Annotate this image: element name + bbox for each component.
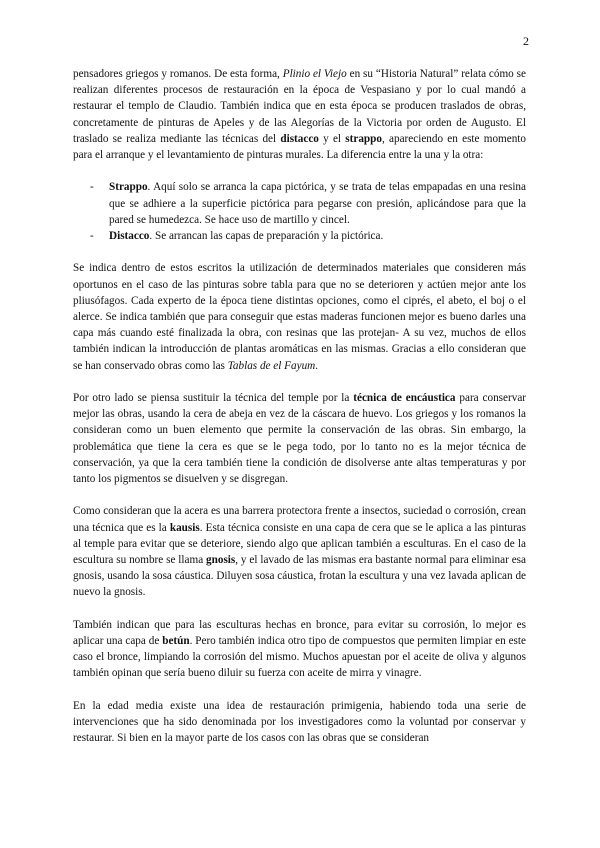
- paragraph-2: Se indica dentro de estos escritos la utilización de determinados materiales que consideren más oportunos en el caso de las pinturas sobre tabla para que no se deterioren y actúen mejor ante los pliusófagos. Cada experto de la época tiene distintas opciones, como el ciprés, el abeto, el boj o el alerce. Se indica también que para conseguir que estas maderas funcionen mejor es bueno darles una capa más cuando esté finalizada la obra, con resinas que las protejan- A su vez, muchos de ellos también indican la introducción de plantas aromáticas en las mismas. Gracias a ello consideran que se han conservado obras como las Tablas de el Fayum.: [73, 262, 526, 372]
- list-bullet: -: [90, 181, 94, 194]
- paragraph-1: pensadores griegos y romanos. De esta forma, Plinio el Viejo en su “Historia Natural” relata cómo se realizan diferentes procesos de restauración en la época de Vespasiano y por lo cual mandó a restaurar el templo de Claudio. También indica que en esta época se producen traslados de obras, concretamente de pinturas de Apeles y de las Alegorías de la Victoria por orden de Augusto. El traslado se realiza mediante las técnicas del distacco y el strappo, apareciendo en este momento para el arranque y el levantamiento de pinturas murales. La diferencia entre la una y la otra:: [73, 68, 526, 162]
- paragraph-4: Como consideran que la acera es una barrera protectora frente a insectos, suciedad o corrosión, crean una técnica que es la kausis. Esta técnica consiste en una capa de cera que se le aplica a las pinturas al temple para evitar que se deteriore, siendo algo que aplican también a esculturas. En el caso de la escultura su nombre se llama gnosis, y el lavado de las mismas era bastante normal para eliminar esa gnosis, usando la sosa cáustica. Diluyen sosa cáustica, frotan la escultura y una vez lavada aplican de nuevo la gnosis.: [73, 505, 526, 599]
- page-number: 2: [523, 34, 529, 48]
- paragraph-3: Por otro lado se piensa sustituir la técnica del temple por la técnica de encáustica para conservar mejor las obras, usando la cera de abeja en vez de la cáscara de huevo. Los griegos y los romanos la consideran como un buen elemento que permite la conservación de las obras. Sin embargo, la problemática que tiene la cera es que se le pega todo, por lo tanto no es la mejor técnica de conservación, ya que la cera también tiene la condición de disolverse ante altas temperaturas y por tanto los pigmentos se disuelven y se disgregan.: [73, 392, 527, 486]
- document-body: [73, 66, 526, 763]
- list-item-distacco: - Distacco. Se arrancan las capas de preparación y la pictórica.: [73, 228, 526, 244]
- paragraph-5: También indican que para las esculturas hechas en bronce, para evitar su corrosión, lo mejor es aplicar una capa de betún. Pero también indica otro tipo de compuestos que permiten limpiar en este caso el bronce, limpiando la corrosión del mismo. Muchos apuestan por el aceite de oliva y algunos también opinan que sería bueno diluir su fuerza con aceite de mirra y vinagre.: [73, 618, 526, 680]
- technique-list: [73, 179, 526, 244]
- list-item-strappo: - Strappo. Aquí solo se arranca la capa pictórica, y se trata de telas empapadas en una resina que se adhiere a la superficie pictórica para pegarse con presión, aplicándose para que la pared se humedezca. Se hace uso de martillo y cincel.: [90, 181, 526, 226]
- list-bullet: -: [90, 230, 94, 243]
- paragraph-6: En la edad media existe una idea de restauración primigenia, habiendo toda una serie de intervenciones que ha sido denominada por los investigadores como la voluntad por conservar y restaurar. Si bien en la mayor parte de los casos con las obras que se consideran: [73, 699, 526, 745]
